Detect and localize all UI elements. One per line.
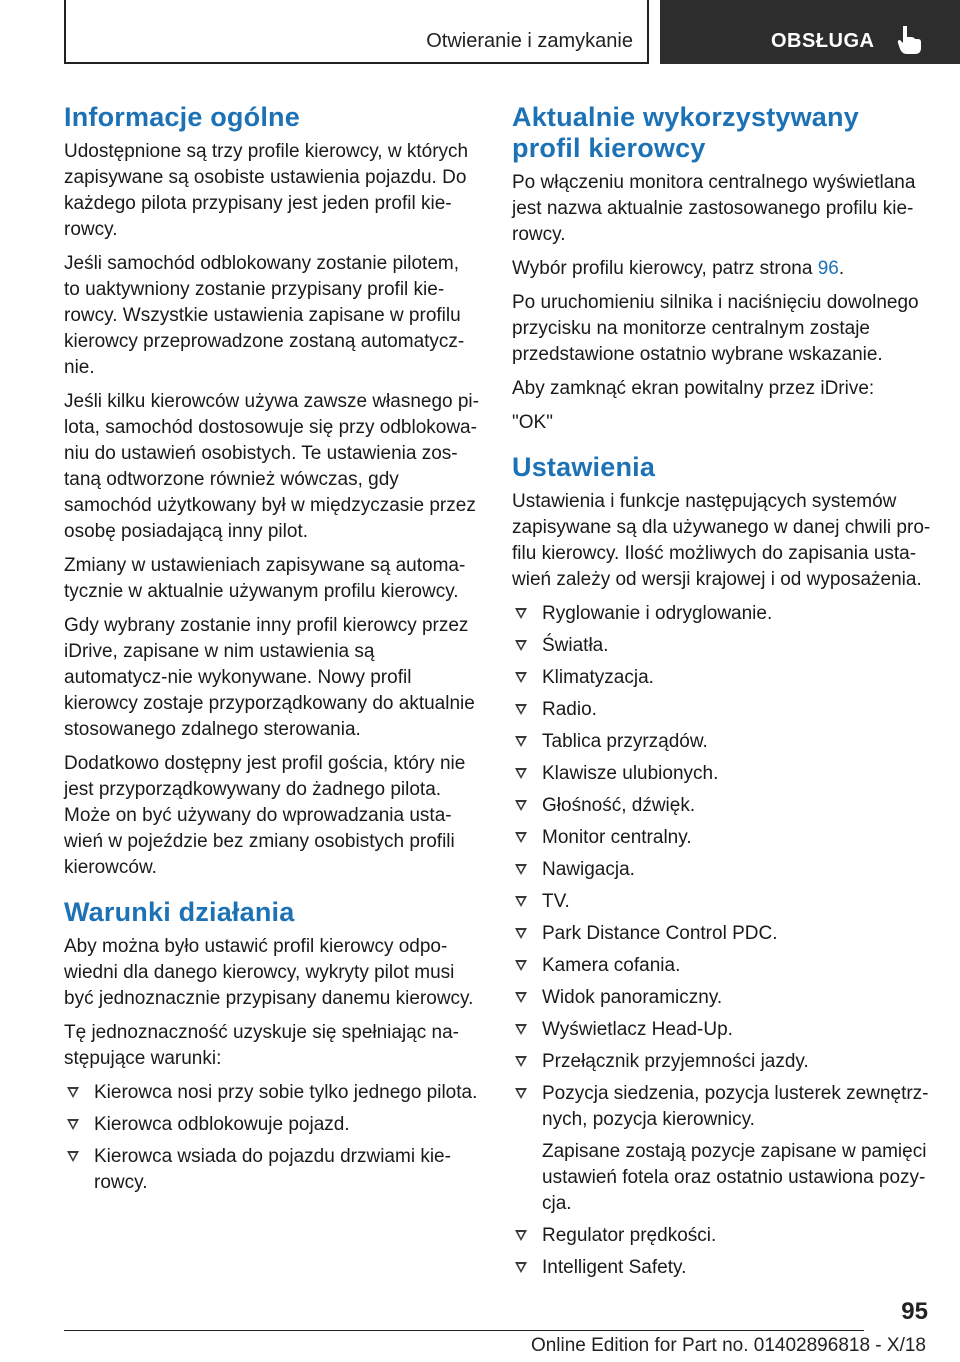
list-item xyxy=(64,1080,480,1106)
list-item-text: Widok panoramiczny. xyxy=(542,987,723,1008)
paragraph: Udostępnione są trzy profile kierowcy, w których zapisywane są osobiste ustawienia pojazdu. Do każdego pilota przypisany jest jeden profil kie‐rowcy. xyxy=(64,141,469,240)
list-item-text: Przełącznik przyjemności jazdy. xyxy=(542,1051,809,1072)
list-item-text: Pozycja siedzenia, pozycja lusterek zewnętrz‐nych, pozycja kierownicy. xyxy=(542,1083,929,1130)
triangle-bullet-icon xyxy=(515,608,527,619)
list-item-text: Tablica przyrządów. xyxy=(542,731,708,752)
triangle-bullet-icon xyxy=(515,800,527,811)
list-item-text: Kierowca wsiada do pojazdu drzwiami kie‐rowcy. xyxy=(94,1146,451,1193)
list-item-text: Nawigacja. xyxy=(542,859,635,880)
header-tab[interactable] xyxy=(660,0,960,64)
list-item-text: Ryglowanie i odryglowanie. xyxy=(542,603,773,624)
triangle-bullet-icon xyxy=(67,1151,79,1162)
heading-settings: Ustawienia xyxy=(512,452,656,482)
list-item-text: Kierowca nosi przy sobie tylko jednego pilota. xyxy=(94,1082,478,1103)
triangle-bullet-icon xyxy=(515,832,527,843)
paragraph: Jeśli kilku kierowców używa zawsze własnego pi‐lota, samochód dostosowuje się przy odblokowa‐niu do ustawień osobistych. Te ustawienia zos‐taną odtworzone również wówczas, gdy samochód użytkowany był w międzyczasie przez osobę posiadającą inny pilot. xyxy=(64,391,479,542)
paragraph: Tę jednoznaczność uzyskuje się spełniając na‐stępujące warunki: xyxy=(64,1022,459,1069)
paragraph: Po włączeniu monitora centralnego wyświetlana jest nazwa aktualnie zastosowanego profilu kie‐rowcy. xyxy=(512,172,916,245)
paragraph: Gdy wybrany zostanie inny profil kierowcy przez iDrive, zapisane w nim ustawienia są automatycz‐nie wykonywane. Nowy profil kierowcy zostaje przyporządkowany do aktualnie stosowanego zdalnego sterowania. xyxy=(64,615,475,740)
page-number: 95 xyxy=(901,1298,928,1325)
left-column xyxy=(64,102,480,1202)
right-column xyxy=(512,102,932,1287)
paragraph xyxy=(512,256,932,282)
text: Wybór profilu kierowcy, patrz strona xyxy=(512,258,818,279)
section-title: Otwieranie i zamykanie xyxy=(426,30,633,52)
list-item xyxy=(512,1017,932,1043)
list-item-text: Park Distance Control PDC. xyxy=(542,923,778,944)
triangle-bullet-icon xyxy=(515,960,527,971)
list-item xyxy=(64,1112,480,1138)
triangle-bullet-icon xyxy=(515,928,527,939)
list-item-text: Intelligent Safety. xyxy=(542,1257,687,1278)
pointing-hand-icon xyxy=(896,24,922,56)
footer-divider xyxy=(64,1330,864,1331)
triangle-bullet-icon xyxy=(515,864,527,875)
triangle-bullet-icon xyxy=(515,1024,527,1035)
triangle-bullet-icon xyxy=(67,1087,79,1098)
triangle-bullet-icon xyxy=(67,1119,79,1130)
triangle-bullet-icon xyxy=(515,1056,527,1067)
heading-general-info: Informacje ogólne xyxy=(64,102,300,132)
list-item xyxy=(64,1144,480,1196)
triangle-bullet-icon xyxy=(515,1230,527,1241)
list-item-text: TV. xyxy=(542,891,570,912)
list-item-text: Kierowca odblokowuje pojazd. xyxy=(94,1114,350,1135)
paragraph: Aby zamknąć ekran powitalny przez iDrive: xyxy=(512,378,875,399)
paragraph: Dodatkowo dostępny jest profil gościa, który nie jest przyporządkowywany do żadnego pilota. Może on być używany do wprowadzania usta‐wień w pojeździe bez zmiany osobistych profili kierowców. xyxy=(64,753,466,878)
list-item xyxy=(512,825,932,851)
footer-edition: Online Edition for Part no. 01402896818 - X/18 xyxy=(530,1335,926,1356)
settings-list xyxy=(512,601,932,1281)
triangle-bullet-icon xyxy=(515,672,527,683)
list-item-text: Klawisze ulubionych. xyxy=(542,763,719,784)
list-item-text: Światła. xyxy=(542,635,609,656)
text: . xyxy=(838,258,845,279)
list-item xyxy=(512,729,932,755)
triangle-bullet-icon xyxy=(515,992,527,1003)
list-item xyxy=(512,921,932,947)
tab-label: OBSŁUGA xyxy=(771,30,875,52)
list-item-text: Głośność, dźwięk. xyxy=(542,795,696,816)
list-item-text: Kamera cofania. xyxy=(542,955,681,976)
triangle-bullet-icon xyxy=(515,896,527,907)
list-item xyxy=(512,793,932,819)
list-item xyxy=(512,697,932,723)
list-item-text: Klimatyzacja. xyxy=(542,667,654,688)
list-item-text: Radio. xyxy=(542,699,597,720)
list-item xyxy=(512,1081,932,1217)
paragraph: Zmiany w ustawieniach zapisywane są automa‐tycznie w aktualnie używanym profilu kierowcy. xyxy=(64,555,466,602)
paragraph: Aby można było ustawić profil kierowcy odpo‐wiedni dla danego kierowcy, wykryty pilot musi być jednoznacznie przypisany danemu kierowcy. xyxy=(64,936,474,1009)
triangle-bullet-icon xyxy=(515,768,527,779)
list-item xyxy=(512,857,932,883)
paragraph: Ustawienia i funkcje następujących systemów zapisywane są dla używanego w danej chwili pro‐filu kierowcy. Ilość możliwych do zapisania usta‐wień zależy od wersji krajowej i od wyposażenia. xyxy=(512,491,931,590)
triangle-bullet-icon xyxy=(515,704,527,715)
list-item-note: Zapisane zostają pozycje zapisane w pamięci ustawień fotela oraz ostatnio ustawiona pozy‐cja. xyxy=(542,1141,927,1214)
header-section-box xyxy=(64,0,649,64)
list-item xyxy=(512,761,932,787)
list-item xyxy=(512,1223,932,1249)
list-item xyxy=(512,601,932,627)
paragraph: Jeśli samochód odblokowany zostanie pilotem, to uaktywniony zostanie przypisany profil kie‐rowcy. Wszystkie ustawienia zapisane w profilu kierowcy przeprowadzone zostaną automatycz‐nie. xyxy=(64,253,465,378)
list-item xyxy=(512,665,932,691)
list-item xyxy=(512,889,932,915)
paragraph: "OK" xyxy=(512,412,553,433)
list-item-text: Monitor centralny. xyxy=(542,827,692,848)
page-link-96[interactable]: 96 xyxy=(817,258,839,279)
paragraph: Po uruchomieniu silnika i naciśnięciu dowolnego przycisku na monitorze centralnym zostaje przedstawione ostatnio wybrane wskazanie. xyxy=(512,292,919,365)
list-item-text: Wyświetlacz Head-Up. xyxy=(542,1019,733,1040)
triangle-bullet-icon xyxy=(515,736,527,747)
heading-operating-conditions: Warunki działania xyxy=(64,897,295,927)
conditions-list xyxy=(64,1080,480,1196)
triangle-bullet-icon xyxy=(515,1262,527,1273)
list-item xyxy=(512,1049,932,1075)
triangle-bullet-icon xyxy=(515,640,527,651)
list-item xyxy=(512,985,932,1011)
triangle-bullet-icon xyxy=(515,1088,527,1099)
list-item-text: Regulator prędkości. xyxy=(542,1225,717,1246)
list-item xyxy=(512,953,932,979)
list-item xyxy=(512,633,932,659)
heading-current-profile: Aktualnie wykorzystywany profil kierowcy xyxy=(512,102,859,163)
list-item xyxy=(512,1255,932,1281)
